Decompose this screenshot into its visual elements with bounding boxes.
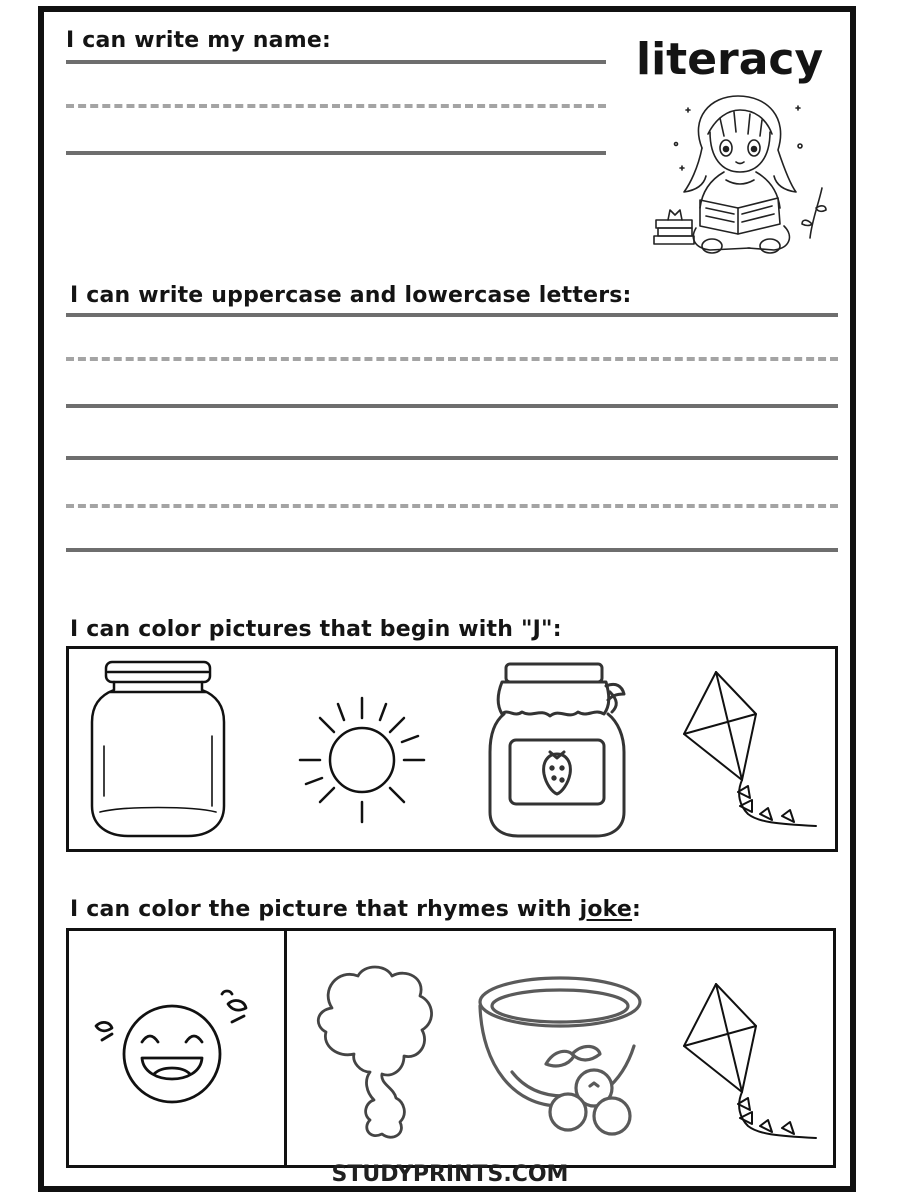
kite-icon[interactable]	[676, 664, 826, 840]
begin-j-heading: I can color pictures that begin with "J":	[70, 617, 562, 642]
rhyme-heading-colon: :	[632, 897, 642, 922]
name-base-line	[66, 151, 606, 155]
rhyme-heading	[70, 897, 641, 922]
letters-heading: I can write uppercase and lowercase letters:	[70, 283, 632, 308]
letters-top-line-2	[66, 456, 838, 460]
name-heading: I can write my name:	[66, 28, 331, 53]
kite-icon[interactable]	[676, 976, 826, 1152]
name-top-line	[66, 60, 606, 64]
footer-site: STUDYPRINTS.COM	[331, 1162, 569, 1187]
letters-mid-line-2	[66, 504, 838, 508]
girl-reading-icon	[650, 88, 830, 260]
rhyme-word: joke	[579, 897, 633, 922]
bowl-with-berries-icon[interactable]	[474, 966, 656, 1138]
page-title: literacy	[636, 34, 824, 85]
letters-top-line-1	[66, 313, 838, 317]
smoke-cloud-icon[interactable]	[308, 962, 444, 1142]
rhyme-heading-text: I can color the picture that rhymes with	[70, 897, 580, 922]
sun-icon[interactable]	[292, 690, 432, 830]
rhyme-box-divider	[284, 928, 287, 1168]
laughing-face-icon[interactable]	[88, 986, 258, 1112]
letters-mid-line-1	[66, 357, 838, 361]
jar-icon[interactable]	[84, 656, 232, 842]
letters-base-line-1	[66, 404, 838, 408]
letters-base-line-2	[66, 548, 838, 552]
jam-jar-icon[interactable]	[484, 656, 630, 840]
name-mid-line	[66, 104, 606, 108]
